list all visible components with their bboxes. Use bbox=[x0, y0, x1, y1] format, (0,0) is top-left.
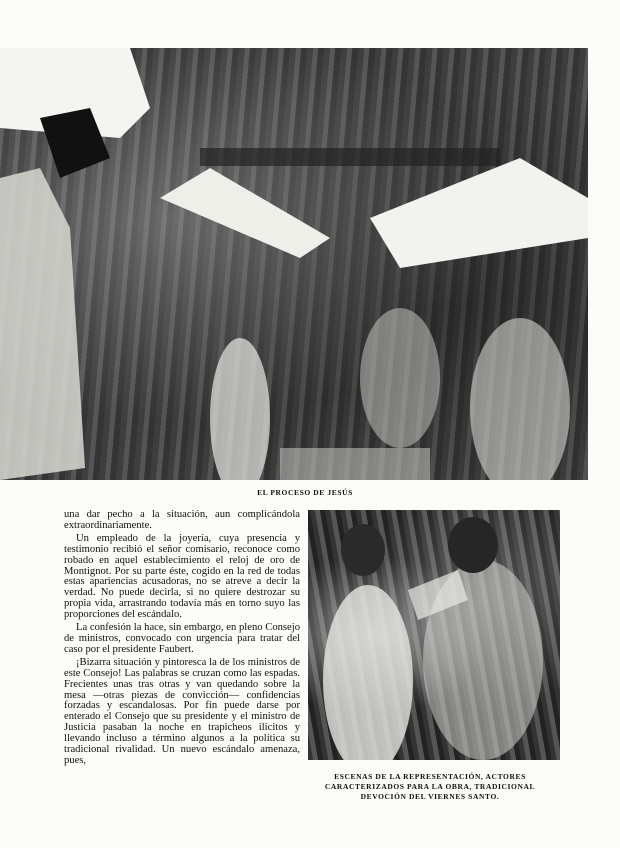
article-paragraph: una dar pecho a la situación, aun complicándola extraordinariamente. bbox=[64, 510, 300, 531]
article-body bbox=[64, 510, 300, 840]
bottom-photograph bbox=[308, 510, 560, 760]
actors-scene-image bbox=[308, 510, 560, 760]
article-paragraph: ¡Bizarra situación y pintoresca la de los ministros de este Consejo! Las palabras se cruzan como las espadas. Frecientes unas tras otras y van quedando sobre la mesa —otras piezas de convicción— confidencias forzadas y escandalosas. Por fin puede darse por enterado el Consejo que su presidente y el ministro de Justicia pasaban la noche en trapicheos ilícitos y llevando incluso a término algunos a la política su tradicional rivalidad. Un nuevo escándalo amenaza, pues, bbox=[64, 656, 300, 766]
bottom-photo-caption: ESCENAS DE LA REPRESENTACIÓN, ACTORES CARACTERIZADOS PARA LA OBRA, TRADICIONAL DEVOCIÓN DEL VIERNES SANTO. bbox=[324, 772, 536, 801]
article-paragraph: Un empleado de la joyería, cuya presencia y testimonio recibió el señor comisario, reconoce como robado en aquel establecimiento el reloj de oro de Montignot. Por su parte éste, cogido en la red de todas estas apariencias acusadoras, no se atreve a decir la verdad. No puede decirla, si no quiere destrozar su propia vida, arrastrando todavía más en torno suyo las proporciones del escándalo. bbox=[64, 532, 300, 621]
top-photo-caption: EL PROCESO DE JESÚS bbox=[257, 488, 353, 497]
top-photograph bbox=[0, 48, 588, 480]
procession-scene-image bbox=[0, 48, 588, 480]
article-paragraph: La confesión la hace, sin embargo, en pleno Consejo de ministros, convocado con urgencia para tratar del caso por el presidente Faubert. bbox=[64, 622, 300, 655]
